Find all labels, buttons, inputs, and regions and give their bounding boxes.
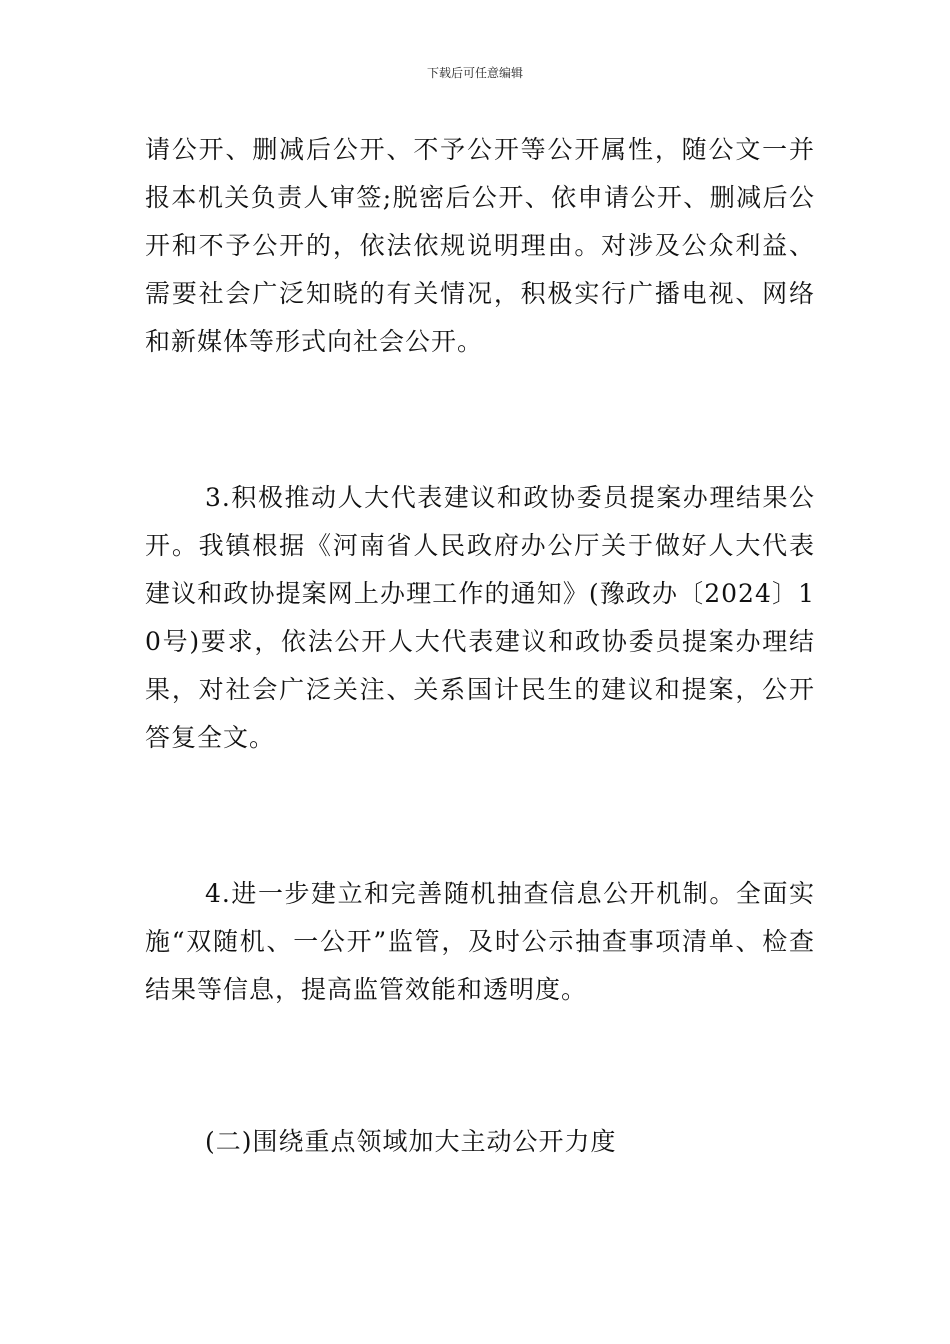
page-header: 下载后可任意编辑 (426, 66, 523, 80)
paragraph-publicity-attributes: 请公开、删减后公开、不予公开等公开属性，随公文一并报本机关负责人审签;脱密后公开、依申请公开、删减后公开和不予公开的，依法依规说明理由。对涉及公众利益、需要社会广泛知晓的有关情况，积极实行广播电视、网络和新媒体等形式向社会公开。 (145, 135, 815, 356)
paragraph-proposal-results: 3.积极推动人大代表建议和政协委员提案办理结果公开。我镇根据《河南省人民政府办公厅关于做好人大代表建议和政协提案网上办理工作的通知》(豫政办〔2024〕10号)要求，依法公开人大代表建议和政协委员提案办理结果，对社会广泛关注、关系国计民生的建议和提案，公开答复全文。 (145, 483, 815, 752)
paragraph-random-inspection: 4.进一步建立和完善随机抽查信息公开机制。全面实施“双随机、一公开”监管，及时公示抽查事项清单、检查结果等信息，提高监管效能和透明度。 (145, 879, 815, 1004)
section-heading-key-areas: (二)围绕重点领域加大主动公开力度 (205, 1127, 617, 1156)
